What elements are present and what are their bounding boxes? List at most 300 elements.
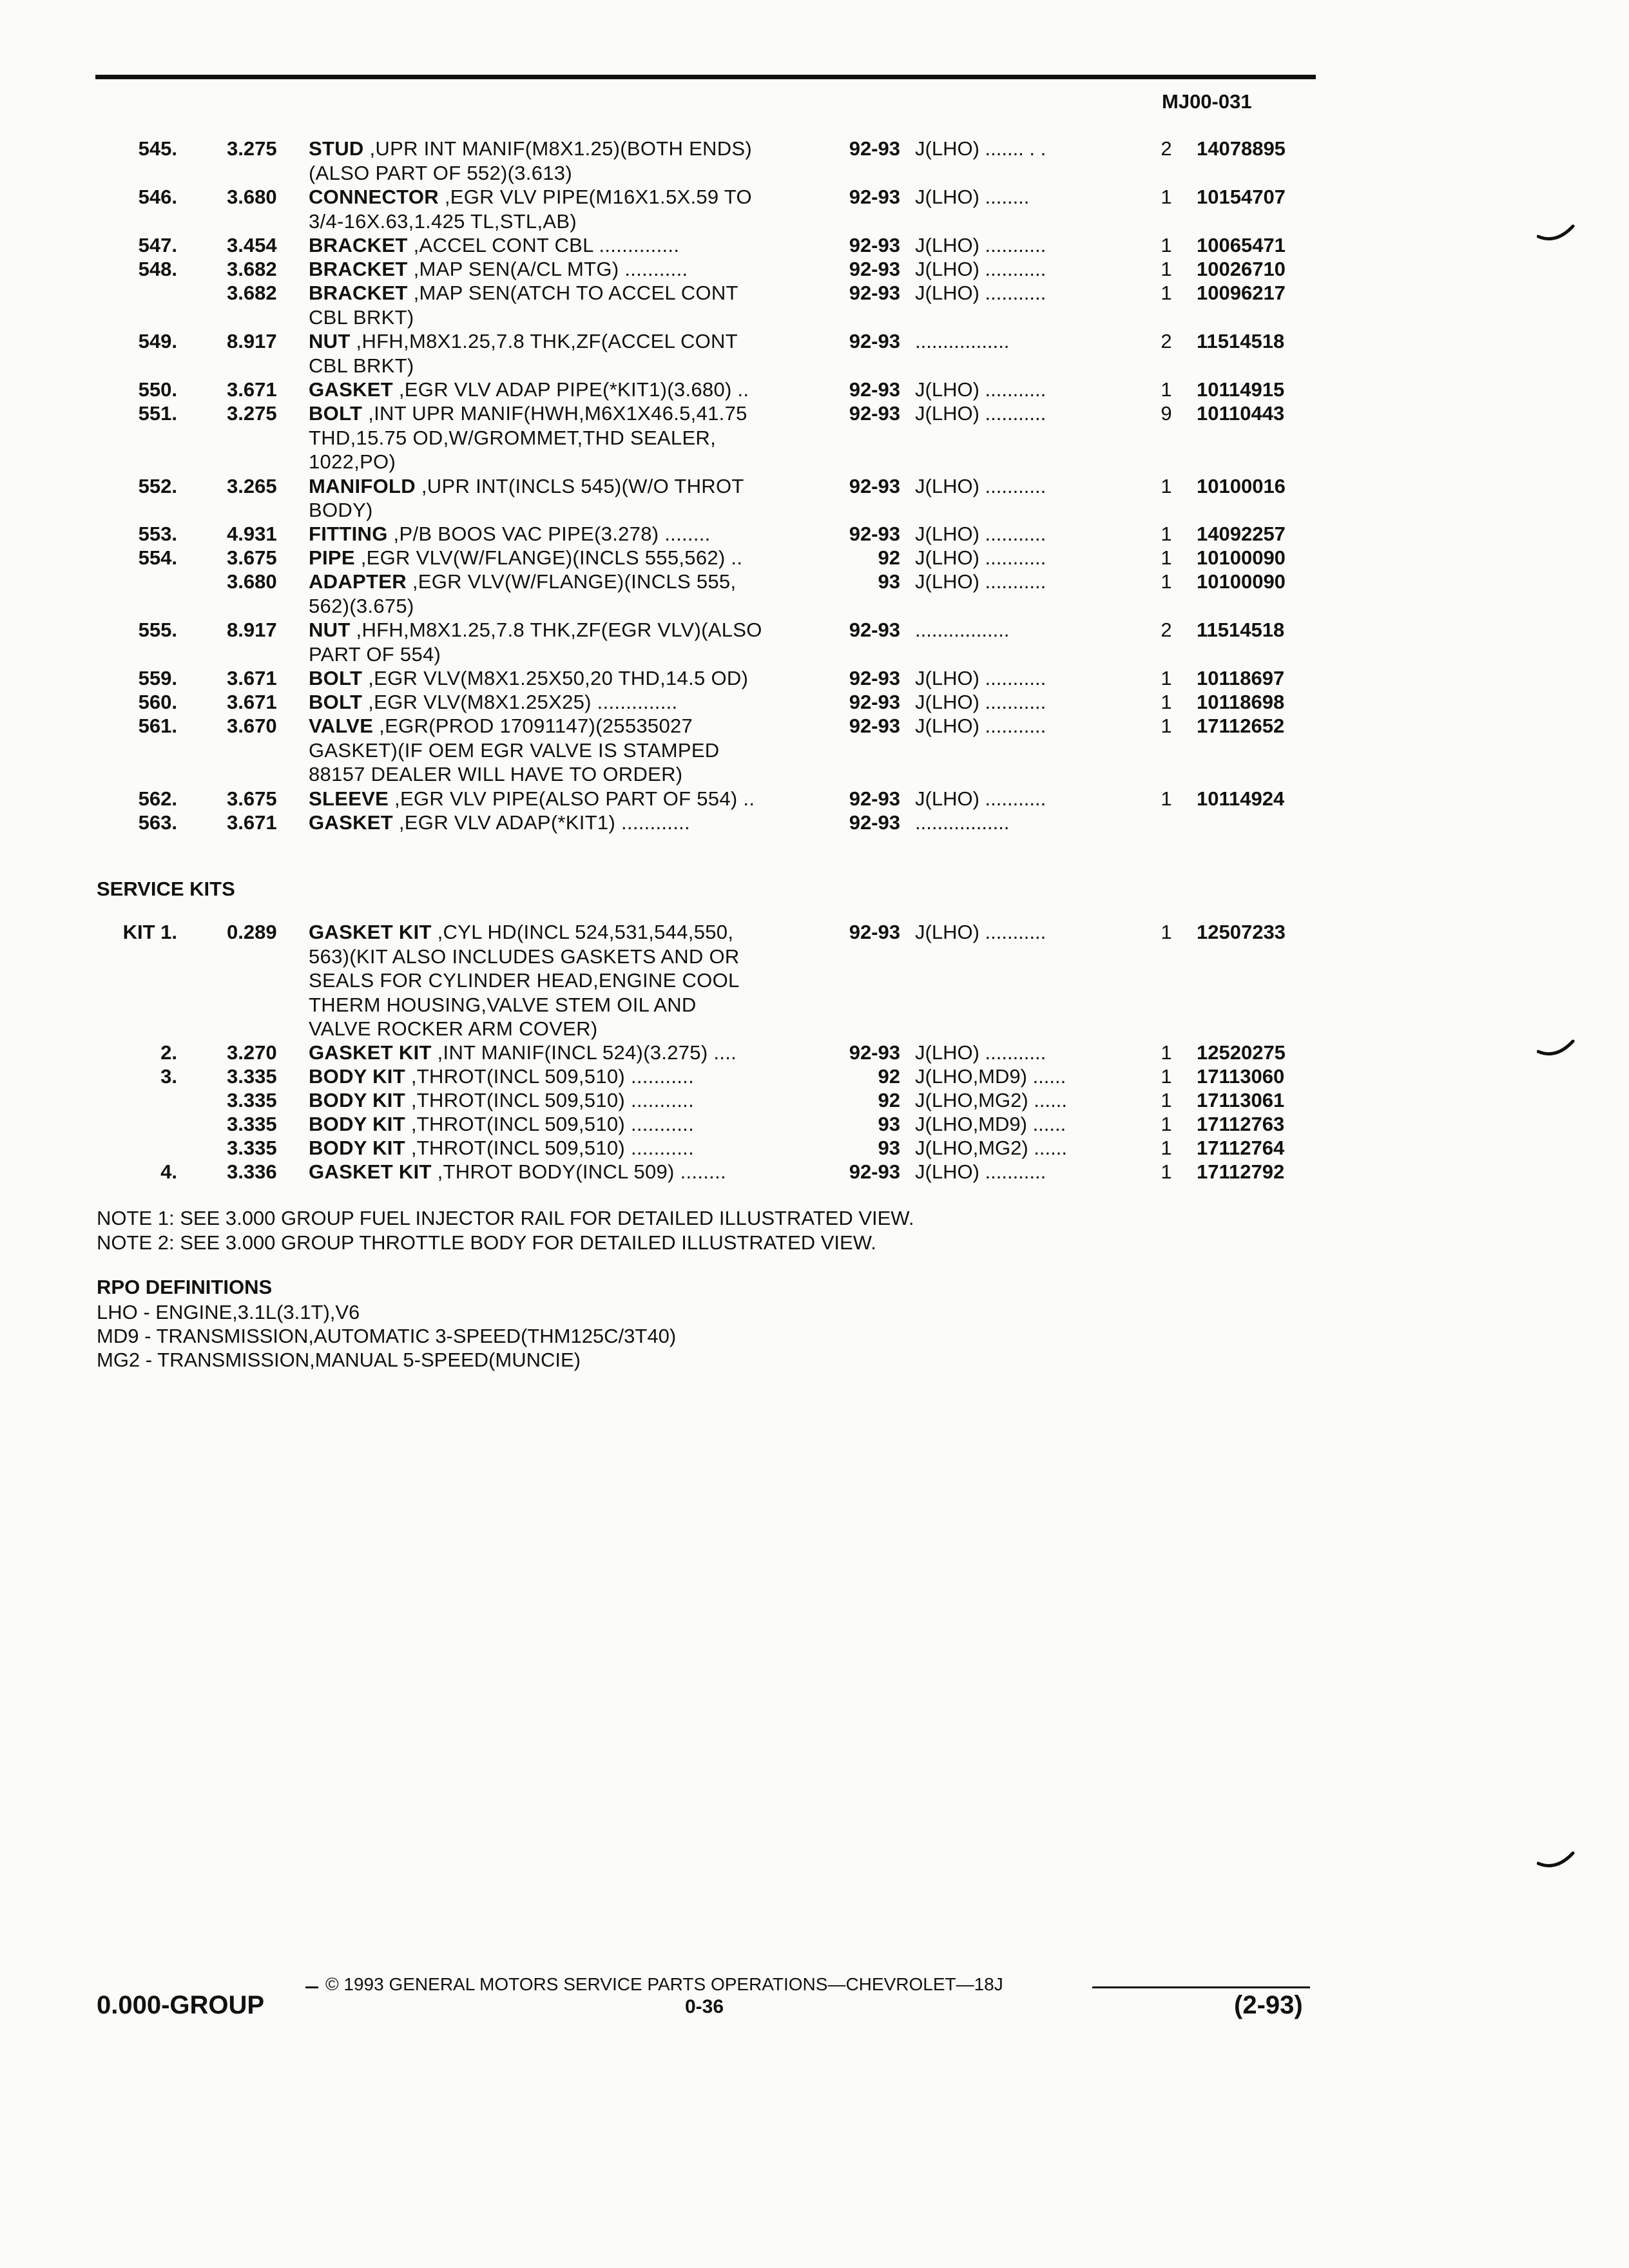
parts-row	[0, 1064, 1629, 1089]
rpo-usage: J(LHO) ...........	[915, 921, 1046, 943]
model-years: 93	[878, 570, 900, 593]
rpo-usage: J(LHO) ...........	[915, 787, 1046, 810]
item-number: 561.	[138, 715, 177, 737]
description-text: ,HFH,M8X1.25,7.8 THK,ZF(EGR VLV)(ALSO	[350, 619, 762, 641]
part-description	[309, 209, 829, 234]
quantity: 1	[1161, 282, 1172, 304]
quantity: 1	[1161, 1089, 1172, 1111]
parts-row	[0, 1112, 1629, 1137]
model-years: 92-93	[849, 691, 900, 713]
description-text: GASKET)(IF OEM EGR VALVE IS STAMPED	[309, 739, 720, 762]
part-name: GASKET	[309, 811, 393, 834]
part-name: CONNECTOR	[309, 186, 439, 208]
part-number: 12520275	[1197, 1041, 1286, 1064]
description-text: ,MAP SEN(A/CL MTG) ...........	[407, 258, 688, 280]
footer-copyright: © 1993 GENERAL MOTORS SERVICE PARTS OPERATIONS—CHEVROLET—18J	[325, 1974, 1003, 1994]
quantity: 1	[1161, 691, 1172, 713]
description-text: PART OF 554)	[309, 643, 441, 666]
rpo-usage: J(LHO,MG2) ......	[915, 1089, 1067, 1111]
rpo-definitions	[97, 1300, 676, 1372]
parts-row	[0, 137, 1629, 161]
part-name: BODY KIT	[309, 1113, 405, 1135]
part-description	[309, 546, 829, 570]
description-text: ,MAP SEN(ATCH TO ACCEL CONT	[407, 282, 738, 304]
parts-row	[0, 666, 1629, 691]
description-text: 563)(KIT ALSO INCLUDES GASKETS AND OR	[309, 945, 740, 968]
part-number: 17112763	[1197, 1113, 1285, 1135]
parts-row	[0, 474, 1629, 499]
group-number: 3.675	[227, 546, 277, 569]
rpo-usage: J(LHO) ...........	[915, 282, 1046, 304]
part-name: BOLT	[309, 691, 363, 713]
rpo-usage: .................	[915, 330, 1010, 352]
part-description	[309, 1112, 829, 1137]
part-number: 11514518	[1197, 330, 1285, 352]
rpo-usage: J(LHO) ...........	[915, 546, 1046, 569]
part-name: NUT	[309, 330, 351, 352]
part-number: 11514518	[1197, 619, 1285, 641]
description-text: ,EGR VLV(M8X1.25X25) ..............	[362, 691, 678, 713]
group-number: 3.336	[227, 1160, 277, 1183]
quantity: 1	[1161, 1160, 1172, 1183]
group-number: 0.289	[227, 921, 277, 943]
item-number: 554.	[138, 546, 177, 569]
part-name: GASKET	[309, 378, 393, 401]
group-number: 3.270	[227, 1041, 277, 1064]
parts-row	[0, 714, 1629, 738]
parts-row	[0, 233, 1629, 258]
quantity: 1	[1161, 546, 1172, 569]
part-description	[309, 642, 829, 667]
description-text: ,THROT(INCL 509,510) ...........	[405, 1113, 694, 1135]
part-description	[309, 714, 829, 738]
parts-row-continuation	[0, 945, 1629, 969]
item-number: 546.	[138, 186, 177, 208]
parts-row-continuation	[0, 209, 1629, 234]
part-name: BODY KIT	[309, 1065, 405, 1088]
description-text: ,EGR VLV ADAP PIPE(*KIT1)(3.680) ..	[392, 378, 749, 401]
rpo-usage: J(LHO) ...........	[915, 1160, 1046, 1183]
parts-row	[0, 378, 1629, 402]
part-name: ADAPTER	[309, 570, 407, 593]
part-number: 17112652	[1197, 715, 1285, 737]
parts-row-continuation	[0, 594, 1629, 619]
group-number: 3.682	[227, 258, 277, 280]
group-number: 3.265	[227, 475, 277, 497]
footer-rule-left	[305, 1986, 318, 1988]
description-text: SEALS FOR CYLINDER HEAD,ENGINE COOL	[309, 969, 740, 992]
quantity: 1	[1161, 570, 1172, 593]
footer-date: (2-93)	[1234, 1991, 1303, 2019]
part-description	[309, 1136, 829, 1160]
parts-row	[0, 546, 1629, 570]
quantity: 1	[1161, 234, 1172, 256]
description-text: VALVE ROCKER ARM COVER)	[309, 1017, 598, 1040]
group-number: 3.454	[227, 234, 277, 256]
tick-mark-icon	[1537, 1849, 1576, 1871]
part-number: 17113061	[1197, 1089, 1285, 1111]
rpo-usage: .................	[915, 811, 1010, 834]
description-text: ,THROT(INCL 509,510) ...........	[405, 1089, 694, 1111]
group-number: 8.917	[227, 330, 277, 352]
item-number: KIT 1.	[122, 921, 177, 943]
model-years: 92-93	[849, 137, 900, 160]
model-years: 92-93	[849, 1041, 900, 1064]
parts-row	[0, 690, 1629, 715]
rpo-usage: J(LHO) ........	[915, 186, 1030, 208]
item-number: 3.	[160, 1065, 177, 1088]
part-name: BRACKET	[309, 258, 408, 280]
footer-page-number: 0-36	[685, 1996, 724, 2017]
part-number: 14078895	[1197, 137, 1286, 160]
item-number: 2.	[160, 1041, 177, 1064]
group-number: 3.671	[227, 691, 277, 713]
part-name: BRACKET	[309, 234, 408, 256]
footer-group: 0.000-GROUP	[97, 1991, 265, 2019]
item-number: 550.	[138, 378, 177, 401]
parts-row-continuation	[0, 993, 1629, 1017]
part-description	[309, 426, 829, 450]
model-years: 93	[878, 1137, 900, 1159]
quantity: 9	[1161, 402, 1172, 425]
description-text: ,EGR(PROD 17091147)(25535027	[373, 715, 693, 737]
quantity: 1	[1161, 715, 1172, 737]
part-name: MANIFOLD	[309, 475, 416, 497]
part-number: 10096217	[1197, 282, 1286, 304]
item-number: 562.	[138, 787, 177, 810]
group-number: 3.335	[227, 1137, 277, 1159]
description-text: ,EGR VLV PIPE(ALSO PART OF 554) ..	[389, 787, 755, 810]
item-number: 559.	[138, 667, 177, 689]
model-years: 92-93	[849, 258, 900, 280]
group-number: 3.675	[227, 787, 277, 810]
model-years: 92-93	[849, 378, 900, 401]
item-number: 551.	[138, 402, 177, 425]
parts-row	[0, 920, 1629, 945]
part-number: 10110443	[1197, 402, 1285, 425]
group-number: 3.671	[227, 811, 277, 834]
part-name: GASKET KIT	[309, 1041, 432, 1064]
parts-row	[0, 257, 1629, 282]
group-number: 3.335	[227, 1089, 277, 1111]
quantity: 1	[1161, 667, 1172, 689]
group-number: 3.671	[227, 378, 277, 401]
model-years: 92-93	[849, 619, 900, 641]
quantity: 2	[1161, 619, 1172, 641]
quantity: 2	[1161, 137, 1172, 160]
part-description	[309, 378, 829, 402]
parts-row	[0, 1041, 1629, 1065]
top-rule	[95, 75, 1316, 79]
part-description	[309, 233, 829, 258]
quantity: 1	[1161, 475, 1172, 497]
part-name: NUT	[309, 619, 351, 641]
rpo-usage: J(LHO) ...........	[915, 258, 1046, 280]
quantity: 1	[1161, 921, 1172, 943]
parts-row-continuation	[0, 762, 1629, 787]
model-years: 92-93	[849, 475, 900, 497]
part-name: BRACKET	[309, 282, 408, 304]
description-text: BODY)	[309, 499, 373, 521]
part-number: 10114924	[1197, 787, 1285, 810]
parts-row-continuation	[0, 450, 1629, 474]
description-text: ,INT UPR MANIF(HWH,M6X1X46.5,41.75	[362, 402, 747, 425]
parts-row-continuation	[0, 498, 1629, 523]
part-description	[309, 281, 829, 305]
description-text: ,EGR VLV PIPE(M16X1.5X.59 TO	[438, 186, 752, 208]
group-number: 3.671	[227, 667, 277, 689]
part-name: STUD	[309, 137, 364, 160]
rpo-definitions-heading: RPO DEFINITIONS	[97, 1276, 273, 1298]
part-description	[309, 690, 829, 715]
part-number: 10118697	[1197, 667, 1285, 689]
rpo-usage: J(LHO) ...........	[915, 570, 1046, 593]
model-years: 92-93	[849, 330, 900, 352]
description-text: ,INT MANIF(INCL 524)(3.275) ....	[431, 1041, 737, 1064]
group-number: 3.275	[227, 402, 277, 425]
rpo-usage: J(LHO,MG2) ......	[915, 1137, 1067, 1159]
parts-row-continuation	[0, 642, 1629, 667]
parts-row-continuation	[0, 426, 1629, 450]
part-description	[309, 1160, 829, 1184]
part-description	[309, 401, 829, 426]
part-description	[309, 666, 829, 691]
part-number: 10065471	[1197, 234, 1286, 256]
model-years: 92-93	[849, 787, 900, 810]
quantity: 1	[1161, 1041, 1172, 1064]
part-number: 10100090	[1197, 546, 1286, 569]
description-text: ,UPR INT MANIF(M8X1.25)(BOTH ENDS)	[363, 137, 753, 160]
rpo-usage: J(LHO) ...........	[915, 691, 1046, 713]
part-description	[309, 594, 829, 619]
parts-row	[0, 185, 1629, 209]
part-description	[309, 1064, 829, 1089]
parts-row	[0, 522, 1629, 546]
model-years: 92	[878, 1065, 900, 1088]
part-description	[309, 1088, 829, 1113]
rpo-usage: J(LHO) ...........	[915, 715, 1046, 737]
item-number: 549.	[138, 330, 177, 352]
part-name: BODY KIT	[309, 1089, 405, 1111]
parts-row-continuation	[0, 738, 1629, 763]
quantity: 2	[1161, 330, 1172, 352]
part-description	[309, 498, 829, 523]
parts-row	[0, 401, 1629, 426]
rpo-usage: J(LHO) ....... . .	[915, 137, 1046, 160]
part-description	[309, 968, 829, 993]
part-number: 17113060	[1197, 1065, 1285, 1088]
parts-row	[0, 1136, 1629, 1160]
part-number: 10154707	[1197, 186, 1286, 208]
quantity: 1	[1161, 186, 1172, 208]
group-number: 3.335	[227, 1065, 277, 1088]
part-number: 10114915	[1197, 378, 1285, 401]
part-number: 17112792	[1197, 1160, 1285, 1183]
group-number: 8.917	[227, 619, 277, 641]
part-name: VALVE	[309, 715, 374, 737]
model-years: 92-93	[849, 234, 900, 256]
note-1: NOTE 1: SEE 3.000 GROUP FUEL INJECTOR RAIL FOR DETAILED ILLUSTRATED VIEW.	[97, 1207, 914, 1229]
part-name: GASKET KIT	[309, 1160, 432, 1183]
part-description	[309, 618, 829, 642]
description-text: ,THROT BODY(INCL 509) ........	[431, 1160, 726, 1183]
rpo-line-lho: LHO - ENGINE,3.1L(3.1T),V6	[97, 1301, 360, 1323]
parts-row	[0, 1160, 1629, 1184]
model-years: 92-93	[849, 402, 900, 425]
part-description	[309, 993, 829, 1017]
group-number: 3.680	[227, 570, 277, 593]
part-number: 10118698	[1197, 691, 1285, 713]
rpo-usage: J(LHO,MD9) ......	[915, 1065, 1066, 1088]
description-text: 88157 DEALER WILL HAVE TO ORDER)	[309, 763, 683, 785]
part-description	[309, 185, 829, 209]
part-description	[309, 1017, 829, 1041]
description-text: ,THROT(INCL 509,510) ...........	[405, 1065, 694, 1088]
part-description	[309, 762, 829, 787]
description-text: CBL BRKT)	[309, 306, 414, 329]
part-description	[309, 137, 829, 161]
model-years: 92-93	[849, 523, 900, 545]
item-number: 563.	[138, 811, 177, 834]
footer-rule-right	[1092, 1986, 1310, 1988]
part-description	[309, 354, 829, 378]
description-text: (ALSO PART OF 552)(3.613)	[309, 162, 572, 184]
description-text: ,THROT(INCL 509,510) ...........	[405, 1137, 694, 1159]
description-text: ,CYL HD(INCL 524,531,544,550,	[431, 921, 734, 943]
model-years: 92-93	[849, 715, 900, 737]
part-description	[309, 329, 829, 354]
description-text: 562)(3.675)	[309, 595, 414, 617]
description-text: ,EGR VLV(W/FLANGE)(INCLS 555,562) ..	[354, 546, 743, 569]
parts-row	[0, 1088, 1629, 1113]
parts-row-continuation	[0, 305, 1629, 330]
quantity: 1	[1161, 258, 1172, 280]
part-description	[309, 450, 829, 474]
item-number: 4.	[160, 1160, 177, 1183]
rpo-line-mg2: MG2 - TRANSMISSION,MANUAL 5-SPEED(MUNCIE)	[97, 1349, 581, 1371]
part-description	[309, 522, 829, 546]
rpo-usage: J(LHO) ...........	[915, 378, 1046, 401]
description-text: THERM HOUSING,VALVE STEM OIL AND	[309, 994, 697, 1016]
description-text: THD,15.75 OD,W/GROMMET,THD SEALER,	[309, 427, 717, 449]
note-2: NOTE 2: SEE 3.000 GROUP THROTTLE BODY FOR DETAILED ILLUSTRATED VIEW.	[97, 1231, 876, 1254]
group-number: 3.680	[227, 186, 277, 208]
part-description	[309, 738, 829, 763]
part-name: SLEEVE	[309, 787, 389, 810]
item-number: 553.	[138, 523, 177, 545]
part-description	[309, 161, 829, 186]
parts-row-continuation	[0, 161, 1629, 186]
part-name: FITTING	[309, 523, 388, 545]
part-name: GASKET KIT	[309, 921, 432, 943]
quantity: 1	[1161, 787, 1172, 810]
model-years: 92-93	[849, 921, 900, 943]
page-id: MJ00-031	[1162, 90, 1252, 113]
item-number: 560.	[138, 691, 177, 713]
rpo-usage: J(LHO) ...........	[915, 1041, 1046, 1064]
part-number: 10100016	[1197, 475, 1286, 497]
model-years: 92	[878, 1089, 900, 1111]
group-number: 3.275	[227, 137, 277, 160]
part-description	[309, 787, 829, 811]
item-number: 548.	[138, 258, 177, 280]
part-description	[309, 257, 829, 282]
model-years: 92-93	[849, 667, 900, 689]
part-name: PIPE	[309, 546, 355, 569]
rpo-usage: J(LHO) ...........	[915, 475, 1046, 497]
model-years: 92-93	[849, 1160, 900, 1183]
part-description	[309, 811, 829, 835]
quantity: 1	[1161, 378, 1172, 401]
description-text: CBL BRKT)	[309, 354, 414, 377]
part-description	[309, 570, 829, 594]
parts-row-continuation	[0, 968, 1629, 993]
description-text: 1022,PO)	[309, 450, 396, 473]
rpo-usage: J(LHO) ...........	[915, 234, 1046, 256]
rpo-usage: J(LHO) ...........	[915, 667, 1046, 689]
description-text: ,EGR VLV ADAP(*KIT1) ............	[392, 811, 690, 834]
description-text: ,EGR VLV(M8X1.25X50,20 THD,14.5 OD)	[362, 667, 749, 689]
tick-mark-icon	[1537, 222, 1576, 244]
part-number: 12507233	[1197, 921, 1286, 943]
rpo-usage: J(LHO) ...........	[915, 402, 1046, 425]
part-number: 10100090	[1197, 570, 1286, 593]
part-number: 14092257	[1197, 523, 1286, 545]
part-description	[309, 305, 829, 330]
tick-mark-icon	[1537, 1037, 1576, 1059]
part-number: 17112764	[1197, 1137, 1285, 1159]
parts-row	[0, 329, 1629, 354]
description-text: ,HFH,M8X1.25,7.8 THK,ZF(ACCEL CONT	[350, 330, 738, 352]
quantity: 1	[1161, 1137, 1172, 1159]
model-years: 93	[878, 1113, 900, 1135]
rpo-usage: J(LHO) ...........	[915, 523, 1046, 545]
item-number: 547.	[138, 234, 177, 256]
part-number: 10026710	[1197, 258, 1286, 280]
part-name: BODY KIT	[309, 1137, 405, 1159]
part-name: BOLT	[309, 667, 363, 689]
description-text: ,EGR VLV(W/FLANGE)(INCLS 555,	[406, 570, 737, 593]
group-number: 3.670	[227, 715, 277, 737]
group-number: 3.682	[227, 282, 277, 304]
rpo-usage: J(LHO,MD9) ......	[915, 1113, 1066, 1135]
item-number: 552.	[138, 475, 177, 497]
quantity: 1	[1161, 1113, 1172, 1135]
model-years: 92-93	[849, 811, 900, 834]
rpo-usage: .................	[915, 619, 1010, 641]
parts-row-continuation	[0, 354, 1629, 378]
part-description	[309, 920, 829, 945]
part-description	[309, 474, 829, 499]
item-number: 555.	[138, 619, 177, 641]
parts-row	[0, 618, 1629, 642]
rpo-line-md9: MD9 - TRANSMISSION,AUTOMATIC 3-SPEED(THM125C/3T40)	[97, 1325, 677, 1347]
description-text: 3/4-16X.63,1.425 TL,STL,AB)	[309, 210, 577, 233]
part-description	[309, 1041, 829, 1065]
description-text: ,UPR INT(INCLS 545)(W/O THROT	[415, 475, 744, 497]
model-years: 92	[878, 546, 900, 569]
parts-row	[0, 281, 1629, 305]
notes	[97, 1206, 914, 1255]
quantity: 1	[1161, 1065, 1172, 1088]
part-name: BOLT	[309, 402, 363, 425]
parts-row	[0, 811, 1629, 835]
parts-row	[0, 570, 1629, 594]
model-years: 92-93	[849, 186, 900, 208]
item-number: 545.	[138, 137, 177, 160]
part-description	[309, 945, 829, 969]
quantity: 1	[1161, 523, 1172, 545]
